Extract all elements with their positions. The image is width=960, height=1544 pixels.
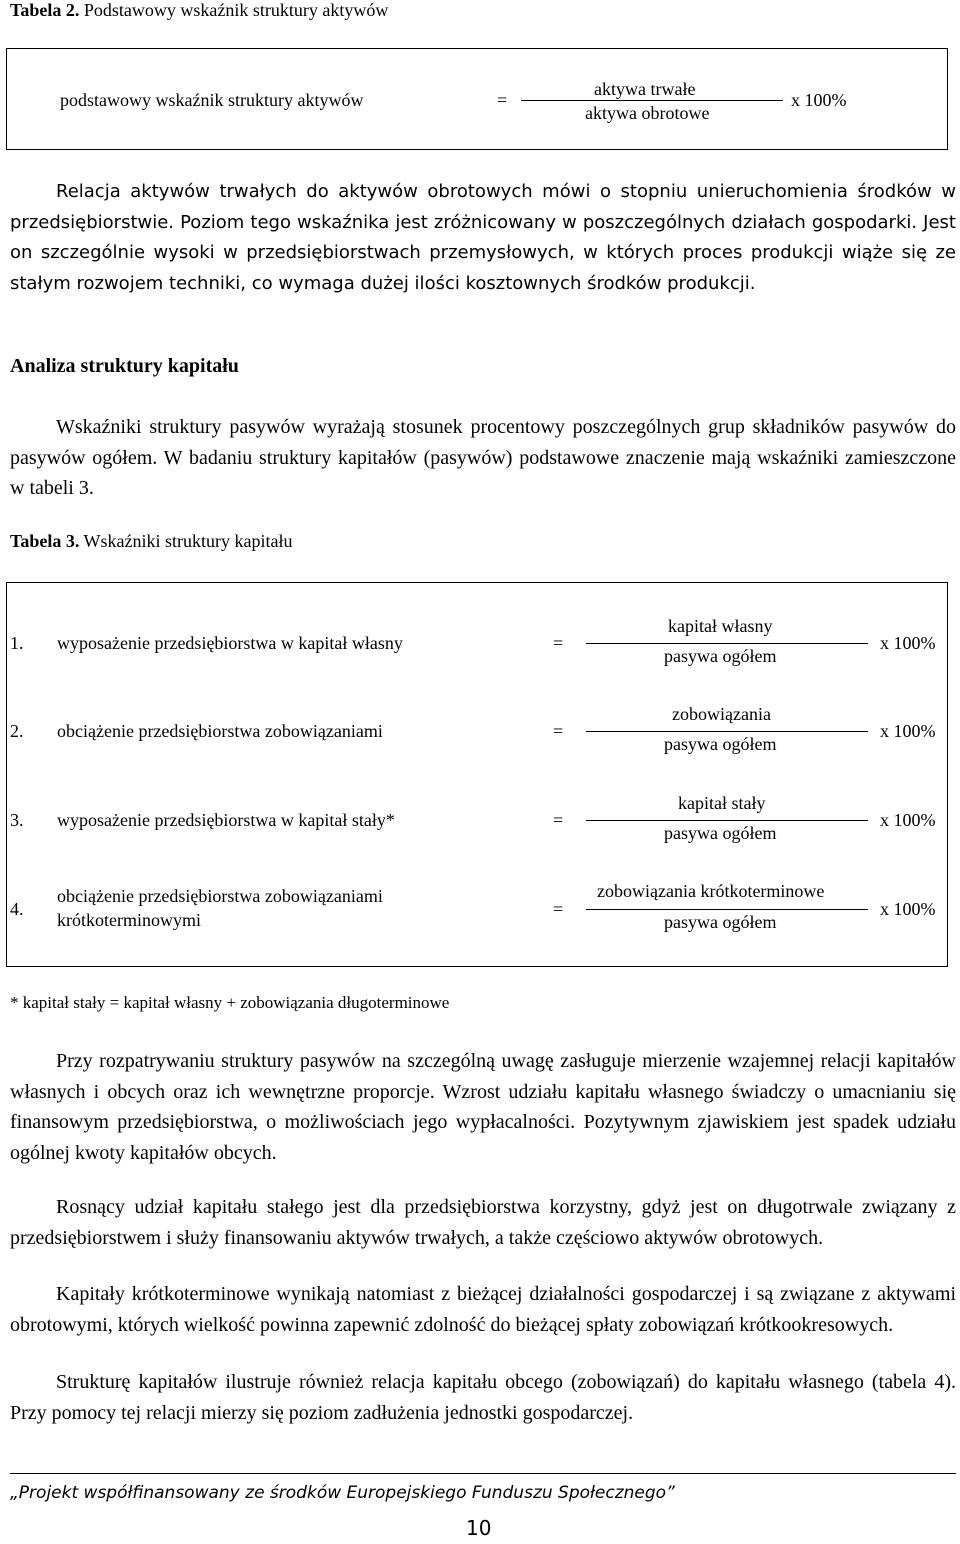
footer-divider bbox=[10, 1473, 956, 1474]
table3-row-multiplier: x 100% bbox=[880, 633, 936, 653]
table3-row-equals: = bbox=[553, 899, 564, 919]
table3-row-fraction-line bbox=[586, 909, 868, 910]
table3-row-name-line2: krótkoterminowymi bbox=[57, 910, 201, 930]
table3-caption-label: Tabela 3. bbox=[10, 531, 80, 551]
table3-caption-text: Wskaźniki struktury kapitału bbox=[83, 531, 293, 551]
table3-row-name: obciążenie przedsiębiorstwa zobowiązaniami bbox=[57, 886, 383, 906]
table2-caption-label: Tabela 2. bbox=[10, 0, 80, 20]
table3-row-name: wyposażenie przedsiębiorstwa w kapitał własny bbox=[57, 633, 403, 653]
footer-project-text: „Projekt współfinansowany ze środków Europejskiego Funduszu Społecznego” bbox=[10, 1483, 675, 1503]
table2-formula-name: podstawowy wskaźnik struktury aktywów bbox=[60, 90, 364, 110]
table2-caption bbox=[10, 0, 388, 21]
table3-row-equals: = bbox=[553, 633, 564, 653]
table3-row-denominator: pasywa ogółem bbox=[664, 646, 777, 666]
table3-row-numerator: kapitał stały bbox=[678, 793, 766, 813]
paragraph-1: Relacja aktywów trwałych do aktywów obrotowych mówi o stopniu unieruchomienia środków w przedsiębiorstwie. Poziom tego wskaźnika jest zróżnicowany w poszczególnych działach gospodarki. Jest on szczególnie wysoki w przedsiębiorstwach przemysłowych, w których proces produkcji wiąże się ze stałym rozwojem techniki, co wymaga dużej ilości kosztownych środków produkcji. bbox=[10, 181, 956, 295]
table3-row-multiplier: x 100% bbox=[880, 899, 936, 919]
table3-row-numerator: kapitał własny bbox=[668, 616, 773, 636]
table2-caption-text: Podstawowy wskaźnik struktury aktywów bbox=[83, 0, 389, 20]
table3-row-equals: = bbox=[553, 810, 564, 830]
section-title: Analiza struktury kapitału bbox=[10, 355, 239, 377]
table2-numerator: aktywa trwałe bbox=[594, 79, 696, 99]
table3-row-name: obciążenie przedsiębiorstwa zobowiązaniami bbox=[57, 721, 383, 741]
table3-row-name: wyposażenie przedsiębiorstwa w kapitał stały* bbox=[57, 810, 395, 830]
table2-multiplier: x 100% bbox=[791, 90, 847, 110]
table2-equals: = bbox=[497, 90, 508, 110]
table3-row-num: 1. bbox=[10, 633, 24, 653]
paragraph-3: Przy rozpatrywaniu struktury pasywów na szczególną uwagę zasługuje mierzenie wzajemnej relacji kapitałów własnych i obcych oraz ich wewnętrzne proporcje. Wzrost udziału kapitału własnego świadczy o umacnianiu się finansowym przedsiębiorstwa, o możliwościach jego wypłacalności. Pozytywnym zjawiskiem jest spadek udziału ogólnej kwoty kapitałów obcych. bbox=[10, 1050, 956, 1164]
paragraph-5: Kapitały krótkoterminowe wynikają natomiast z bieżącej działalności gospodarczej i są związane z aktywami obrotowymi, których wielkość powinna zapewnić zdolność do bieżącej spłaty zobowiązań krótkookresowych. bbox=[10, 1283, 956, 1336]
paragraph-4: Rosnący udział kapitału stałego jest dla przedsiębiorstwa korzystny, gdyż jest on długotrwale związany z przedsiębiorstwem i służy finansowaniu aktywów trwałych, a także częściowo aktywów obrotowych. bbox=[10, 1196, 956, 1249]
table2-fraction-line bbox=[521, 100, 783, 101]
table3-row-numerator: zobowiązania krótkoterminowe bbox=[597, 881, 825, 901]
paragraph-2: Wskaźniki struktury pasywów wyrażają stosunek procentowy poszczególnych grup składników pasywów do pasywów ogółem. W badaniu struktury kapitałów (pasywów) podstawowe znaczenie mają wskaźniki zamieszczone w tabeli 3. bbox=[10, 416, 956, 499]
table3-row-fraction-line bbox=[586, 643, 868, 644]
table3-row-fraction-line bbox=[586, 820, 868, 821]
table3-row-denominator: pasywa ogółem bbox=[664, 912, 777, 932]
table3-row-num: 3. bbox=[10, 810, 24, 830]
table3-footnote: * kapitał stały = kapitał własny + zobowiązania długoterminowe bbox=[10, 993, 450, 1012]
table3-row-denominator: pasywa ogółem bbox=[664, 734, 777, 754]
table3-row-fraction-line bbox=[586, 731, 868, 732]
paragraph-6: Strukturę kapitałów ilustruje również relacja kapitału obcego (zobowiązań) do kapitału własnego (tabela 4). Przy pomocy tej relacji mierzy się poziom zadłużenia jednostki gospodarczej. bbox=[10, 1371, 956, 1424]
page-number: 10 bbox=[466, 1516, 492, 1540]
table2-denominator: aktywa obrotowe bbox=[585, 103, 710, 123]
table3-row-multiplier: x 100% bbox=[880, 721, 936, 741]
table3-row-num: 2. bbox=[10, 721, 24, 741]
table3-caption bbox=[10, 531, 293, 552]
table3-row-num: 4. bbox=[10, 899, 24, 919]
table3-row-multiplier: x 100% bbox=[880, 810, 936, 830]
table3-row-denominator: pasywa ogółem bbox=[664, 823, 777, 843]
table3-row-numerator: zobowiązania bbox=[672, 704, 771, 724]
table3-row-equals: = bbox=[553, 721, 564, 741]
